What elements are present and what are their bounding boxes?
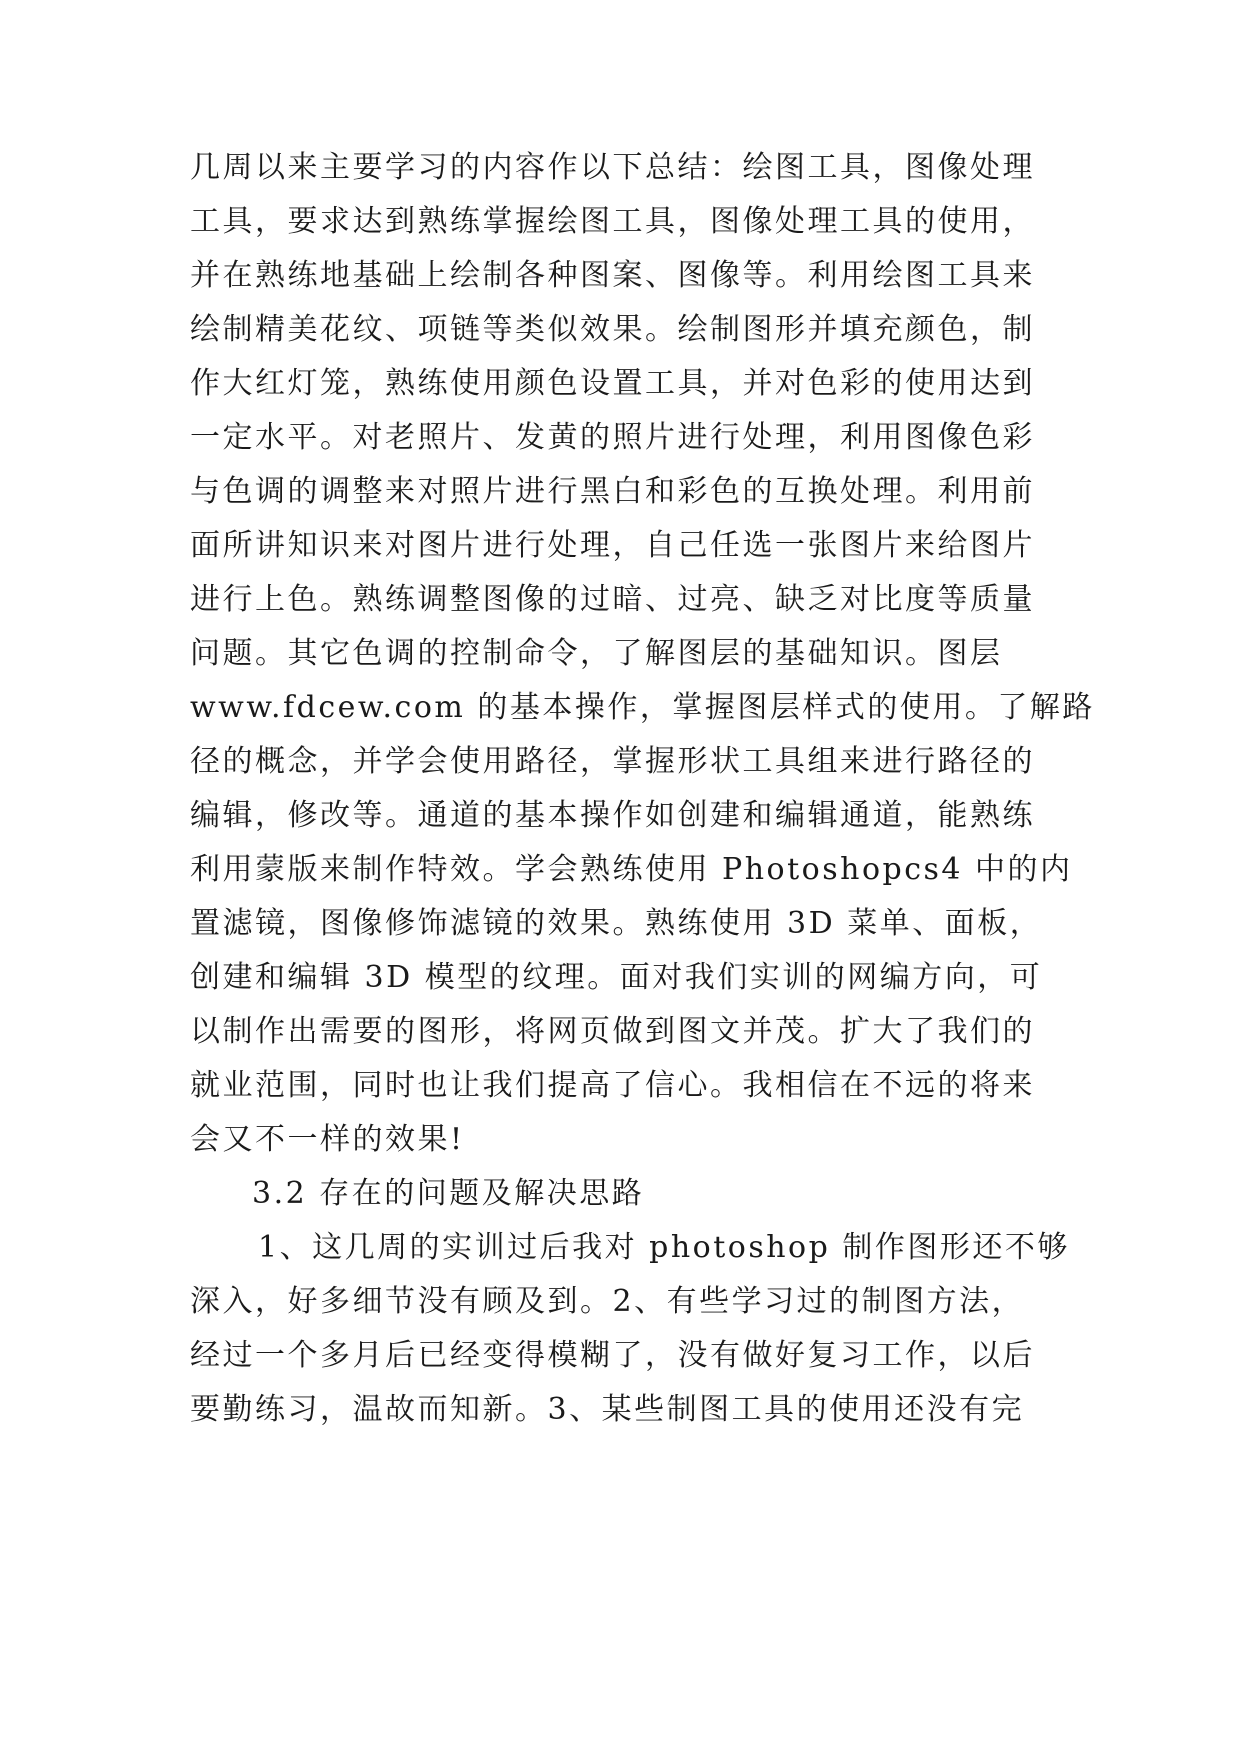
text-line: 工具，要求达到熟练掌握绘图工具，图像处理工具的使用， (190, 204, 1035, 239)
text-line: 问题。其它色调的控制命令，了解图层的基础知识。图层 (190, 636, 1003, 671)
text-line: 利用蒙版来制作特效。学会熟练使用 Photoshopcs4 中的内 (190, 852, 1073, 887)
text-line: 面所讲知识来对图片进行处理，自己任选一张图片来给图片 (190, 528, 1035, 563)
text-line: 并在熟练地基础上绘制各种图案、图像等。利用绘图工具来 (190, 258, 1035, 293)
text-line: 创建和编辑 3D 模型的纹理。面对我们实训的网编方向，可 (190, 960, 1043, 995)
text-line: www.fdcew.com 的基本操作，掌握图层样式的使用。了解路 (190, 690, 1095, 725)
text-line: 置滤镜，图像修饰滤镜的效果。熟练使用 3D 菜单、面板， (190, 906, 1043, 941)
text-line: 经过一个多月后已经变得模糊了，没有做好复习工作，以后 (190, 1338, 1035, 1373)
section-heading: 3.2 存在的问题及解决思路 (252, 1176, 645, 1211)
text-line: 1、这几周的实训过后我对 photoshop 制作图形还不够 (258, 1230, 1070, 1265)
text-line: 径的概念，并学会使用路径，掌握形状工具组来进行路径的 (190, 744, 1035, 779)
text-line: 会又不一样的效果! (190, 1122, 465, 1157)
text-line: 编辑，修改等。通道的基本操作如创建和编辑通道，能熟练 (190, 798, 1035, 833)
text-line: 进行上色。熟练调整图像的过暗、过亮、缺乏对比度等质量 (190, 582, 1035, 617)
text-line: 以制作出需要的图形，将网页做到图文并茂。扩大了我们的 (190, 1014, 1035, 1049)
text-line: 几周以来主要学习的内容作以下总结：绘图工具，图像处理 (190, 150, 1035, 185)
text-line: 就业范围，同时也让我们提高了信心。我相信在不远的将来 (190, 1068, 1035, 1103)
text-line: 一定水平。对老照片、发黄的照片进行处理，利用图像色彩 (190, 420, 1035, 455)
text-line: 要勤练习，温故而知新。3、某些制图工具的使用还没有完 (190, 1392, 1025, 1427)
text-line: 绘制精美花纹、项链等类似效果。绘制图形并填充颜色，制 (190, 312, 1035, 347)
text-line: 作大红灯笼，熟练使用颜色设置工具，并对色彩的使用达到 (190, 366, 1035, 401)
text-line: 深入，好多细节没有顾及到。2、有些学习过的制图方法， (190, 1284, 1025, 1319)
text-line: 与色调的调整来对照片进行黑白和彩色的互换处理。利用前 (190, 474, 1035, 509)
